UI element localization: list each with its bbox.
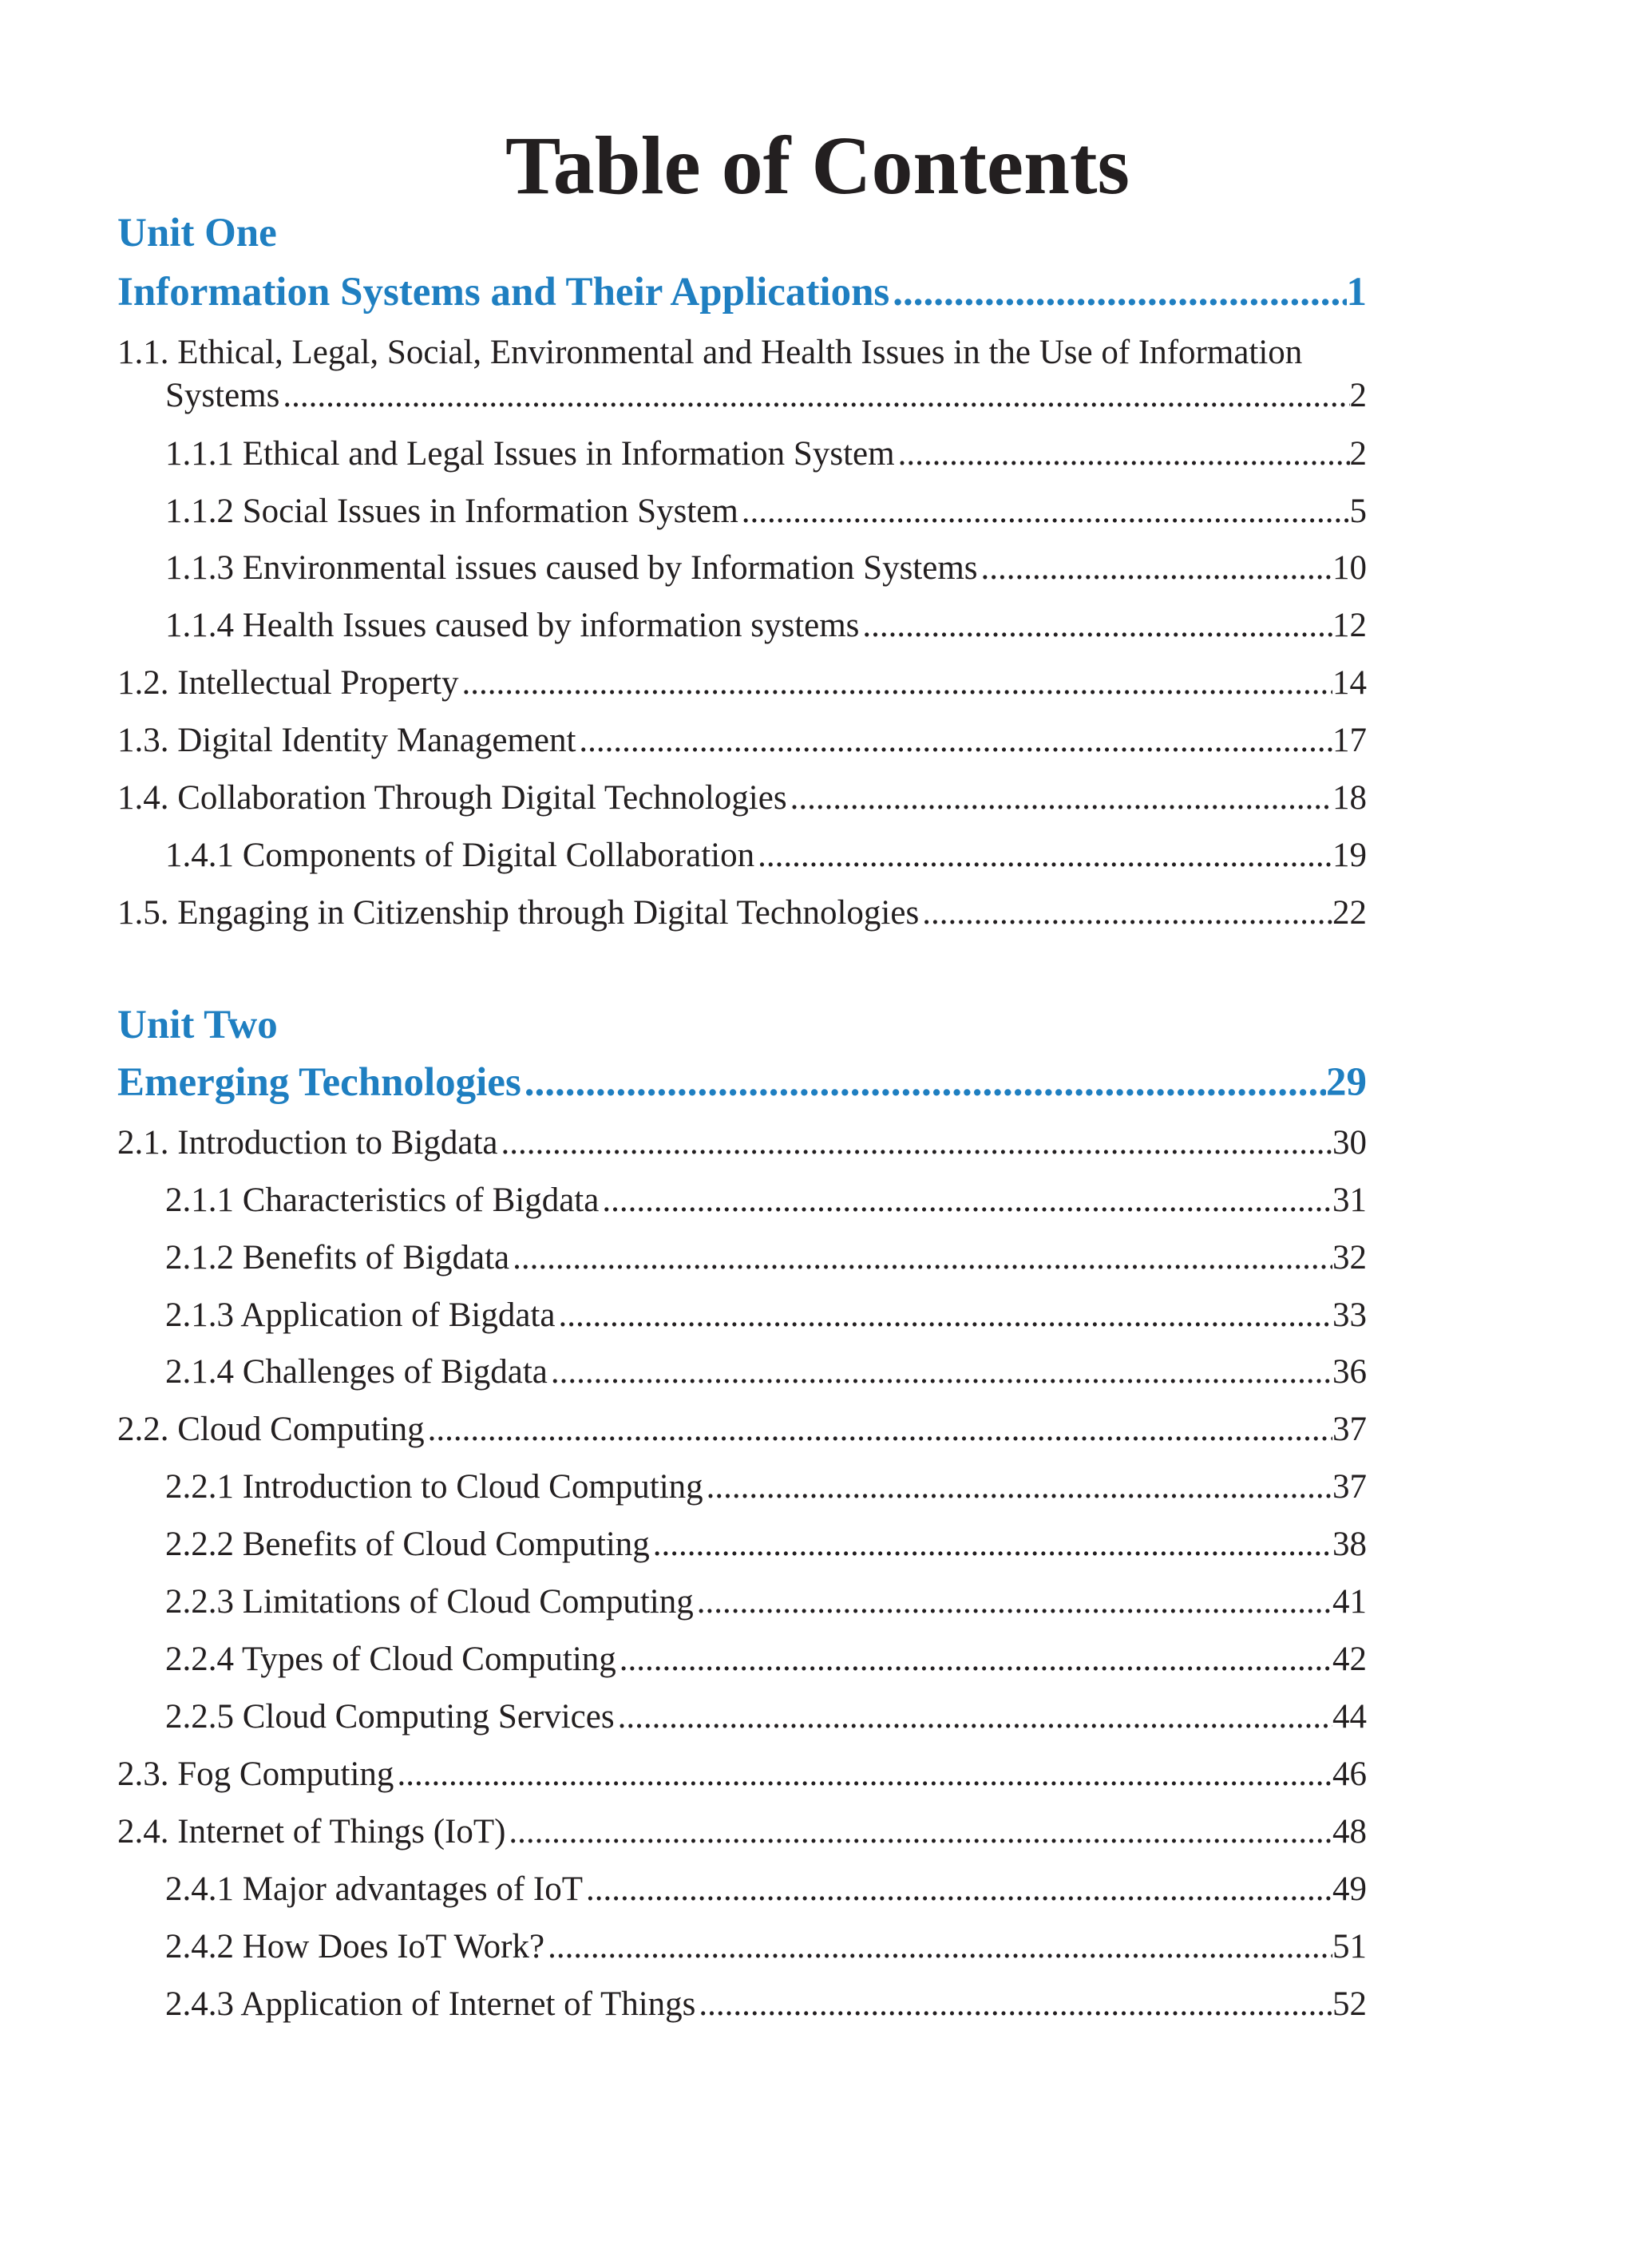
entry-text: Major advantages of IoT	[242, 1870, 584, 1908]
dot-leader	[620, 1639, 1332, 1680]
dot-leader	[548, 1926, 1332, 1968]
entry-text: Introduction to Bigdata	[177, 1124, 498, 1162]
entry-page-number: 14	[1332, 664, 1367, 702]
dot-leader	[893, 268, 1346, 316]
toc-entry-2-2-5[interactable]	[165, 1696, 1367, 1738]
entry-number: 2.2.3	[165, 1583, 234, 1621]
toc-entry-2-3[interactable]	[117, 1754, 1367, 1795]
entry-number: 1.1.	[117, 334, 169, 371]
entry-number: 1.4.1	[165, 837, 234, 874]
entry-text-continuation: Systems	[165, 377, 280, 414]
entry-page-number: 18	[1332, 779, 1367, 817]
entry-page-number: 2	[1349, 377, 1367, 414]
toc-entry-2-2-3[interactable]	[165, 1581, 1367, 1623]
entry-page-number: 49	[1332, 1870, 1367, 1908]
dot-leader	[742, 491, 1350, 532]
entry-page-number: 10	[1332, 549, 1367, 587]
entry-page-number: 12	[1332, 607, 1367, 644]
toc-entry-2-1-1[interactable]	[165, 1180, 1367, 1221]
dot-leader	[602, 1180, 1332, 1221]
entry-text: Types of Cloud Computing	[241, 1641, 616, 1678]
entry-number: 2.3.	[117, 1755, 169, 1793]
entry-page-number: 51	[1332, 1928, 1367, 1965]
entry-number: 2.1.3	[165, 1296, 234, 1334]
entry-page-number: 46	[1332, 1755, 1367, 1793]
toc-entry-2-1-2[interactable]	[165, 1237, 1367, 1279]
entry-page-number: 37	[1332, 1411, 1367, 1448]
toc-entry-2-2-1[interactable]	[165, 1466, 1367, 1508]
entry-text: Fog Computing	[177, 1755, 394, 1793]
entry-page-number: 17	[1332, 722, 1367, 759]
dot-leader	[509, 1811, 1332, 1853]
entry-text: Benefits of Bigdata	[242, 1239, 510, 1276]
dot-leader	[558, 1295, 1332, 1336]
entry-text: Application of Bigdata	[240, 1296, 556, 1334]
entry-text: Cloud Computing Services	[242, 1698, 615, 1736]
toc-entry-2-2[interactable]	[117, 1409, 1367, 1451]
entry-page-number: 33	[1332, 1296, 1367, 1334]
toc-entry-1-3[interactable]	[117, 720, 1367, 762]
entry-page-number: 52	[1332, 1985, 1367, 2023]
entry-text: Cloud Computing	[177, 1411, 425, 1448]
entry-number: 2.1.2	[165, 1239, 234, 1276]
entry-number: 2.2.4	[165, 1641, 234, 1678]
entry-page-number: 22	[1332, 894, 1367, 932]
dot-leader	[697, 1581, 1332, 1623]
toc-entry-2-1[interactable]	[117, 1122, 1367, 1164]
toc-entry-1-4[interactable]	[117, 778, 1367, 819]
entry-page-number: 36	[1332, 1353, 1367, 1391]
toc-entry-1-1-2[interactable]	[165, 491, 1367, 532]
unit-two-title: Emerging Technologies	[117, 1060, 521, 1105]
dot-leader	[790, 778, 1332, 819]
entry-number: 1.1.4	[165, 607, 234, 644]
dot-leader	[707, 1466, 1332, 1508]
entry-text: How Does IoT Work?	[242, 1928, 545, 1965]
unit-one-label: Unit One	[117, 211, 277, 255]
entry-text: Benefits of Cloud Computing	[242, 1526, 650, 1563]
dot-leader	[862, 605, 1332, 647]
entry-text: Components of Digital Collaboration	[242, 837, 755, 874]
dot-leader	[579, 720, 1332, 762]
entry-text: Limitations of Cloud Computing	[242, 1583, 694, 1621]
dot-leader	[428, 1409, 1332, 1451]
dot-leader	[618, 1696, 1332, 1738]
unit-two-page-number: 29	[1326, 1060, 1367, 1105]
toc-entry-2-1-3[interactable]	[165, 1295, 1367, 1336]
unit-one-title: Information Systems and Their Applications	[117, 270, 890, 315]
entry-number: 1.1.2	[165, 493, 234, 530]
dot-leader	[461, 663, 1332, 704]
entry-text: Application of Internet of Things	[240, 1985, 696, 2023]
toc-entry-2-4-2[interactable]	[165, 1926, 1367, 1968]
entry-text: Digital Identity Management	[177, 722, 576, 759]
entry-text: Introduction to Cloud Computing	[242, 1468, 703, 1506]
unit-one-page-number: 1	[1346, 270, 1367, 315]
unit-one-title-row[interactable]	[117, 268, 1367, 316]
entry-page-number: 32	[1332, 1239, 1367, 1276]
entry-page-number: 41	[1332, 1583, 1367, 1621]
dot-leader	[397, 1754, 1332, 1795]
toc-entry-1-5[interactable]	[117, 893, 1367, 934]
entry-number: 2.1.	[117, 1124, 169, 1162]
toc-entry-1-1-line1[interactable]	[117, 332, 1475, 374]
entry-text: Characteristics of Bigdata	[242, 1181, 600, 1219]
toc-entry-2-1-4[interactable]	[165, 1352, 1367, 1393]
entry-page-number: 37	[1332, 1468, 1367, 1506]
toc-entry-2-4-1[interactable]	[165, 1869, 1367, 1910]
dot-leader	[981, 548, 1332, 589]
entry-number: 1.5.	[117, 894, 169, 932]
entry-number: 1.1.3	[165, 549, 234, 587]
toc-entry-1-1-4[interactable]	[165, 605, 1367, 647]
entry-page-number: 2	[1349, 435, 1367, 473]
toc-entry-1-1-1[interactable]	[165, 433, 1367, 475]
toc-entry-2-2-2[interactable]	[165, 1524, 1367, 1565]
toc-entry-2-4-3[interactable]	[165, 1984, 1367, 2025]
entry-number: 2.2.	[117, 1411, 169, 1448]
entry-page-number: 42	[1332, 1641, 1367, 1678]
entry-page-number: 38	[1332, 1526, 1367, 1563]
entry-page-number: 5	[1349, 493, 1367, 530]
entry-number: 1.1.1	[165, 435, 234, 473]
entry-page-number: 48	[1332, 1813, 1367, 1850]
entry-text: Ethical and Legal Issues in Information System	[242, 435, 895, 473]
entry-number: 2.4.	[117, 1813, 169, 1850]
entry-page-number: 30	[1332, 1124, 1367, 1162]
entry-page-number: 19	[1332, 837, 1367, 874]
unit-two-title-row[interactable]	[117, 1059, 1367, 1106]
toc-entry-1-4-1[interactable]	[165, 835, 1367, 877]
entry-number: 2.1.1	[165, 1181, 234, 1219]
toc-entry-2-4[interactable]	[117, 1811, 1367, 1853]
dot-leader	[586, 1869, 1332, 1910]
entry-text: Intellectual Property	[177, 664, 459, 702]
dot-leader	[699, 1984, 1332, 2025]
dot-leader	[501, 1122, 1332, 1164]
entry-number: 1.2.	[117, 664, 169, 702]
entry-number: 1.4.	[117, 779, 169, 817]
entry-text: Collaboration Through Digital Technologies	[177, 779, 787, 817]
toc-entry-1-1-line2[interactable]	[165, 375, 1367, 417]
toc-entry-2-2-4[interactable]	[165, 1639, 1367, 1680]
dot-leader	[525, 1059, 1326, 1106]
entry-text: Ethical, Legal, Social, Environmental and Health Issues in the Use of Information	[177, 334, 1303, 371]
entry-number: 2.2.5	[165, 1698, 234, 1736]
unit-two-label: Unit Two	[117, 1003, 278, 1047]
dot-leader	[758, 835, 1332, 877]
toc-entry-1-1-3[interactable]	[165, 548, 1367, 589]
dot-leader	[653, 1524, 1332, 1565]
entry-number: 2.4.2	[165, 1928, 234, 1965]
entry-text: Engaging in Citizenship through Digital Technologies	[177, 894, 920, 932]
entry-text: Challenges of Bigdata	[242, 1353, 548, 1391]
entry-page-number: 31	[1332, 1181, 1367, 1219]
entry-number: 2.1.4	[165, 1353, 234, 1391]
toc-entry-1-2[interactable]	[117, 663, 1367, 704]
entry-text: Social Issues in Information System	[242, 493, 738, 530]
entry-text: Internet of Things (IoT)	[177, 1813, 506, 1850]
entry-text: Health Issues caused by information systems	[242, 607, 860, 644]
dot-leader	[513, 1237, 1332, 1279]
entry-page-number: 44	[1332, 1698, 1367, 1736]
entry-number: 2.2.1	[165, 1468, 234, 1506]
dot-leader	[283, 375, 1349, 417]
entry-number: 2.4.3	[165, 1985, 234, 2023]
page-title: Table of Contents	[505, 120, 1130, 212]
entry-number: 1.3.	[117, 722, 169, 759]
entry-text: Environmental issues caused by Information Systems	[242, 549, 978, 587]
dot-leader	[898, 433, 1350, 475]
entry-number: 2.2.2	[165, 1526, 234, 1563]
dot-leader	[551, 1352, 1332, 1393]
dot-leader	[922, 893, 1332, 934]
entry-number: 2.4.1	[165, 1870, 234, 1908]
